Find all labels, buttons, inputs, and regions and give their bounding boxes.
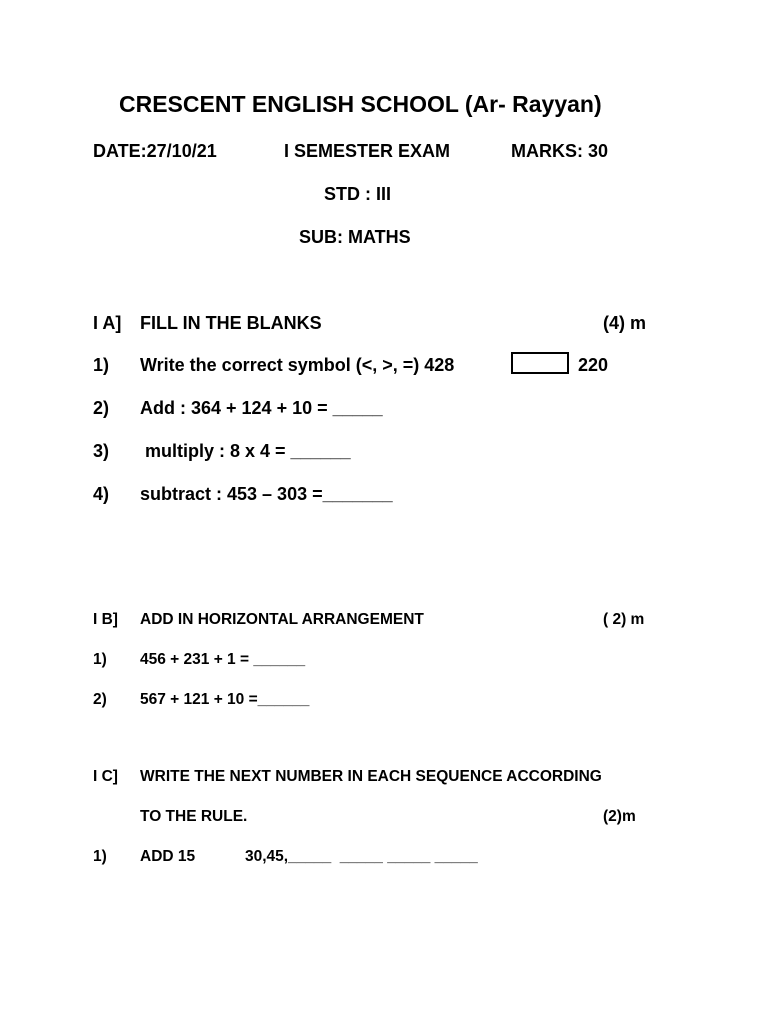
subject: SUB: MATHS bbox=[299, 227, 411, 247]
question-text: multiply : 8 x 4 = ______ bbox=[140, 441, 351, 461]
question-text: subtract : 453 – 303 =_______ bbox=[140, 484, 393, 504]
question-text: 456 + 231 + 1 = ______ bbox=[140, 651, 306, 668]
school-name: CRESCENT ENGLISH SCHOOL (Ar- Rayyan) bbox=[119, 91, 602, 117]
sequence-blanks: 30,45,_____ _____ _____ _____ bbox=[245, 848, 478, 865]
exam-name: I SEMESTER EXAM bbox=[284, 141, 451, 161]
standard: STD : III bbox=[324, 184, 391, 204]
question-number: 1) bbox=[93, 355, 110, 375]
section-b-label: I B] bbox=[93, 611, 118, 628]
section-c-title-continued: TO THE RULE. bbox=[140, 808, 248, 825]
question-number: 2) bbox=[93, 398, 110, 418]
question-text: Add : 364 + 124 + 10 = _____ bbox=[140, 398, 383, 418]
total-marks: MARKS: 30 bbox=[511, 141, 609, 161]
section-a-marks: (4) m bbox=[603, 313, 647, 333]
question-text: Write the correct symbol (<, >, =) 428 bbox=[140, 355, 455, 375]
question-text: 567 + 121 + 10 =______ bbox=[140, 691, 310, 708]
section-b-title: ADD IN HORIZONTAL ARRANGEMENT bbox=[140, 611, 424, 628]
section-a-label: I A] bbox=[93, 313, 122, 333]
sequence-rule: ADD 15 bbox=[140, 848, 196, 865]
question-number: 2) bbox=[93, 691, 107, 708]
section-a-title: FILL IN THE BLANKS bbox=[140, 313, 322, 333]
section-c-label: I C] bbox=[93, 768, 118, 785]
question-number: 3) bbox=[93, 441, 110, 461]
section-c-title: WRITE THE NEXT NUMBER IN EACH SEQUENCE ACCORDING bbox=[140, 768, 602, 785]
question-number: 4) bbox=[93, 484, 110, 504]
question-number: 1) bbox=[93, 651, 107, 668]
section-b-marks: ( 2) m bbox=[603, 611, 645, 628]
section-c-marks: (2)m bbox=[603, 808, 636, 825]
question-number: 1) bbox=[93, 848, 107, 865]
exam-date: DATE:27/10/21 bbox=[93, 141, 217, 161]
symbol-answer-box[interactable] bbox=[511, 352, 569, 374]
question-compare-value: 220 bbox=[578, 355, 609, 375]
